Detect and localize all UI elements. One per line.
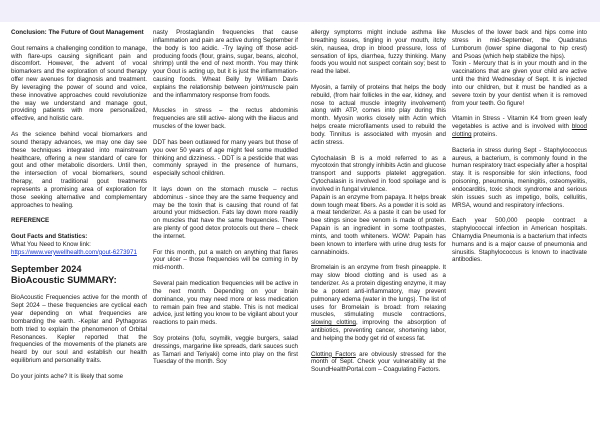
text: Bromelain is an enzyme from fresh pineapple. It may slow blood clotting and is used as a tenderizer. As a protein digesting enzyme, it may be a potent anti-inflammatory, may prevent pulmonary edema (water in the lungs). The list of uses for Bromelain is broad: from relaxing muscles, stimulating muscle contractions, — [311, 264, 446, 319]
header-band — [0, 0, 600, 22]
paragraph: Soy proteins (tofu, soymilk, veggie burgers, salad dressings, margarine like spreads, dark sauces such as Tamari and Teriyaki) come into play on the first Tuesday of the month. Soy — [153, 334, 298, 366]
paragraph — [311, 351, 446, 375]
paragraph: It lays down on the stomach muscle – rectus abdominus - since they are the same frequency and may be the toxin that is causing that round of fat around your midsection. Fats lay down more readily on muscles that have the same frequencies. There are plenty of good detox protocols out there – check the internet. — [153, 185, 298, 240]
column-1 — [11, 29, 147, 388]
reference-heading: REFERENCE — [11, 217, 50, 225]
summary-title-date: September 2024 — [11, 264, 82, 275]
paragraph: As the science behind vocal biomarkers and sound therapy advances, we may one day see these techniques integrated into mainstream healthcare, offering a new standard of care for gout and other metabolic disorders. Until then, the intersection of vocal biomarkers, sound therapy, and traditional gout treatments represents a promising area of exploration for those seeking alternative and complementary approaches to healing. — [11, 130, 147, 209]
text: , improving the absorption of antibiotics, preventing cancer, shortening labor, and helping the body get rid of excess fat. — [311, 319, 446, 342]
paragraph: DDT has been outlawed for many years but those of you over 50 years of age might feel some muddled thinking and dizziness. - DDT is a pesticide that was commonly sprayed in the presence of humans, especially school children. — [153, 138, 298, 178]
paragraph: Gout remains a challenging condition to manage, with flare-ups causing significant pain and discomfort. However, the advent of vocal biomarkers and the exploration of sound therapy offer new avenues for diagnosis and treatment. By leveraging the power of sound and voice, these innovative approaches could revolutionize the way we understand and manage gout, providing patients with more personalized, effective, and holistic care. — [11, 44, 147, 123]
underlined-text: blood clotting — [452, 123, 587, 138]
underlined-text: Clotting Factors — [311, 350, 356, 358]
text: proteins. — [471, 130, 498, 138]
paragraph: Myosin, a family of proteins that helps the body rebuild, (from hair follicles in the ear, kidney, and nose to actual muscle integrity involvement) along with ATP, comes into play during this month. Myosin works closely with Actin which helps create microfilaments used to rebuild the body. Tinnitus is associated with myosin and actin stress. — [311, 83, 446, 146]
paragraph: Toxin - Mercury that is in your mouth and in the vaccinations that are given your child are active until the third Wednesday of Sept. It is injected into our children, but it must be handled as a severe toxin by your dentist when it is removed from your teeth. Go figure! — [452, 60, 587, 107]
column-3 — [311, 29, 446, 382]
reference-link[interactable]: https://www.verywellhealth.com/gout-6273971 — [11, 248, 137, 256]
text: Vitamin in Stress - Vitamin K4 from green leafy vegetables is active and is involved with — [452, 115, 587, 131]
paragraph: Cytochalasin B is a mold referred to as a mycotoxin that strongly inhibits Actin and glucose transport and supports platelet aggregation. Cytochalasin is involved in food spoilage and is involved in fungal virulence. — [311, 154, 446, 193]
reference-title: Gout Facts and Statistics: — [11, 232, 88, 240]
paragraph: Papain is an enzyme from papaya. It helps break down tough meat fibers. As a powder it is sold as a meat tenderizer. As a paste it can be used for bee stings since bee venom is made of protein. Papain is an ingredient in some toothpastes, mints, and tooth whiteners. WOW: Papain has been known to interfere with urine drug tests for cannabinoids. — [311, 193, 446, 256]
reference-subtitle: What You Need to Know link: — [11, 240, 91, 248]
section-heading-conclusion: Conclusion: The Future of Gout Management — [11, 29, 144, 36]
paragraph: For this month, put a watch on anything that flares your ulcer – those frequencies will be coming in by mid-month. — [153, 248, 298, 272]
paragraph: Several pain medication frequencies will be active in the next month. Depending on your brain dominance, you may need more or less medication to remain pain free and stable. This is not medical advice, just letting you know to be vigilant about your reactions to pain meds. — [153, 280, 298, 327]
paragraph — [452, 115, 587, 139]
paragraph: Each year 500,000 people contract a staphylococcal infection in American hospitals. Chlamydia Pneumonia is a bacterium that infects humans and is a major cause of pneumonia and sinusitis. Staphylococcus is known to inactivate antibodies. — [452, 217, 587, 264]
column-2 — [153, 29, 298, 374]
text: are obviously stressed for the month of Sept. Check your vulnerability at the SoundHealthPortal.com – Coagulating Factors. — [311, 350, 447, 374]
paragraph: Muscles of the lower back and hips come into stress in mid-September, the Quadratus Lumborum (lower spine diagonal to hip crest) and Psoas (which help stabilize the hips). — [452, 29, 587, 60]
summary-title: BioAcoustic SUMMARY: — [11, 275, 117, 286]
paragraph: Bacteria in stress during Sept - Staphylococcus aureus, a bacterium, is commonly found in the human respiratory tract especially after a hospital stay. It is responsible for skin infections, food poisoning, pneumonia, meningitis, osteomyelitis, endocarditis, toxic shock syndrome and serious skin issues such as impetigo, boils, cellulitis, MRSA, wound and respiratory infections. — [452, 146, 587, 209]
paragraph: Muscles in stress – the rectus abdominis frequencies are still active- along with the iliacus and muscles of the lower back. — [153, 107, 298, 131]
paragraph — [311, 264, 446, 342]
underlined-text: slowing clotting — [311, 319, 356, 327]
paragraph: allergy symptoms might include asthma like breathing issues, tingling in your mouth, itchy skin, nausea, drop in blood pressure, loss of sensation of lips, diarrhea, fuzzy thinking. Many foods you would not suspect contain soy; best to read the label. — [311, 29, 446, 76]
paragraph: nasty Prostaglandin frequencies that cause inflammation and pain are active during September if the body is too acidic. -Try laying off those acid-producing foods (flour, grains, sugar, beans, alcohol, shrimp) until the end of next month. You may think your Gout is acting up, but it is just the inflammation-causing foods. Wheat Belly by William Davis explains the relationship between joint/muscle pain and the inflammatory response from foods. — [153, 29, 298, 99]
paragraph: BioAcoustic Frequencies active for the month of Sept 2024 – these frequencies are cyclical each year depending on what frequencies are bombarding the earth. -Keplar and Pythagoras both tried to explain the phenomenon of Orbital Resonances. Kepler reported that the frequencies of the movements of the planets are heard by our soul and establish our health equilibrium and personality traits. — [11, 294, 147, 365]
paragraph: Do your joints ache? It is likely that some — [11, 372, 124, 380]
column-4 — [452, 29, 587, 272]
